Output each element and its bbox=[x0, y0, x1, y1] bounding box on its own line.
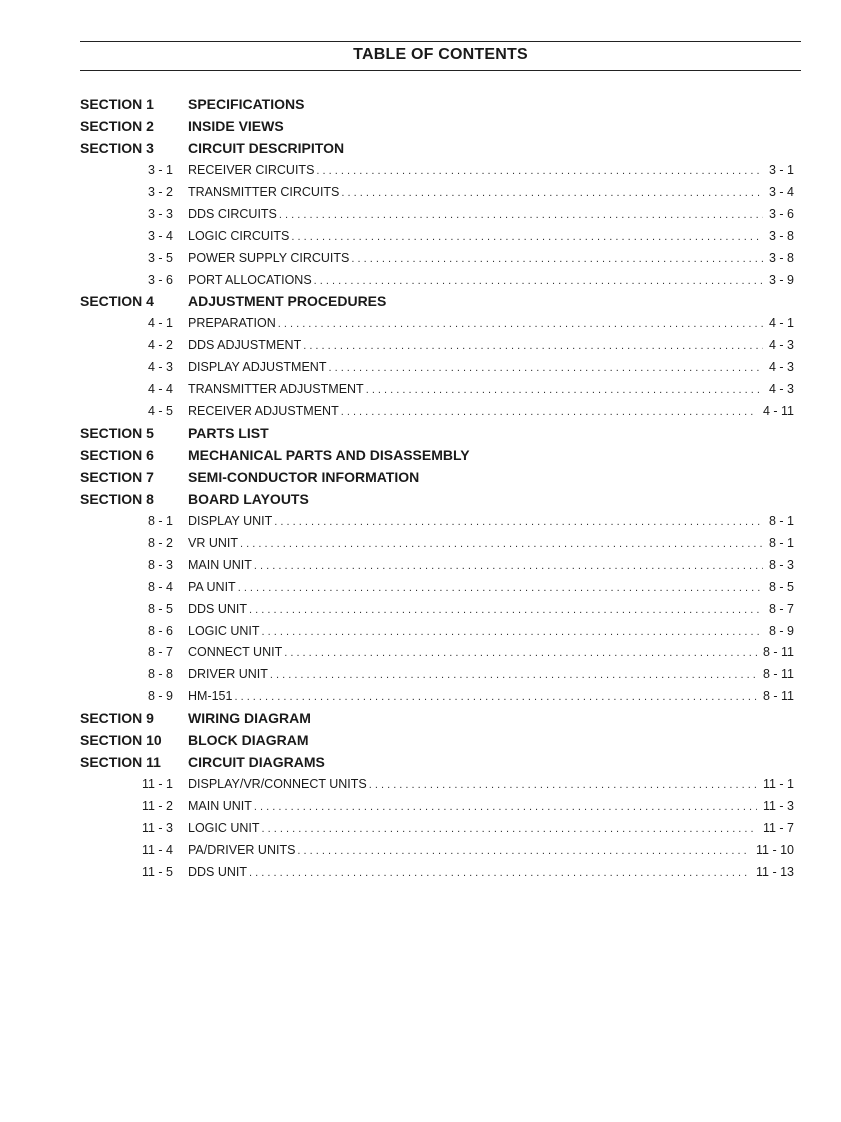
page-number: 4 - 3 bbox=[768, 338, 794, 353]
page-number: 3 - 8 bbox=[768, 250, 794, 265]
subsection-line bbox=[188, 251, 794, 265]
subsection-number: 4 - 2 bbox=[147, 338, 173, 353]
dot-leader bbox=[351, 253, 763, 265]
section-title: ADJUSTMENT PROCEDURES bbox=[188, 293, 387, 310]
section-label: SECTION 5 bbox=[80, 425, 154, 442]
subsection-line bbox=[188, 316, 794, 330]
toc-section-row[interactable] bbox=[80, 729, 801, 751]
toc-subsection-row[interactable] bbox=[80, 817, 801, 839]
toc-subsection-row[interactable] bbox=[80, 159, 801, 181]
page-number: 8 - 7 bbox=[768, 601, 794, 616]
subsection-number: 4 - 5 bbox=[147, 404, 173, 419]
subsection-line bbox=[188, 689, 794, 703]
subsection-title: DISPLAY ADJUSTMENT bbox=[188, 360, 327, 375]
section-label: SECTION 9 bbox=[80, 710, 154, 727]
page-number: 3 - 6 bbox=[768, 206, 794, 221]
page-number: 11 - 10 bbox=[756, 842, 794, 857]
toc-subsection-row[interactable] bbox=[80, 312, 801, 334]
subsection-number: 3 - 2 bbox=[147, 184, 173, 199]
dot-leader bbox=[234, 691, 756, 703]
subsection-line bbox=[188, 338, 794, 352]
header-bottom-rule bbox=[80, 70, 801, 71]
subsection-title: LOGIC UNIT bbox=[188, 623, 260, 638]
subsection-number: 8 - 2 bbox=[147, 535, 173, 550]
toc-subsection-row[interactable] bbox=[80, 773, 801, 795]
page-number: 11 - 3 bbox=[762, 799, 794, 813]
toc-section-row[interactable] bbox=[80, 751, 801, 773]
subsection-title: POWER SUPPLY CIRCUITS bbox=[188, 250, 350, 265]
page-number: 4 - 11 bbox=[762, 404, 794, 419]
section-title: CIRCUIT DIAGRAMS bbox=[188, 754, 325, 771]
subsection-title: PA UNIT bbox=[188, 579, 236, 594]
subsection-title: LOGIC UNIT bbox=[188, 820, 260, 835]
toc-section-row[interactable] bbox=[80, 422, 801, 444]
section-label: SECTION 11 bbox=[80, 754, 161, 771]
page-number: 8 - 11 bbox=[762, 667, 794, 682]
page-number: 8 - 9 bbox=[768, 623, 794, 638]
subsection-title: DDS UNIT bbox=[188, 601, 248, 616]
dot-leader bbox=[291, 231, 763, 243]
dot-leader bbox=[316, 165, 763, 177]
page-number: 8 - 1 bbox=[768, 535, 794, 550]
page-number: 3 - 4 bbox=[768, 184, 794, 199]
page-number: 3 - 1 bbox=[768, 162, 794, 177]
subsection-number: 11 - 2 bbox=[141, 799, 173, 813]
subsection-number: 3 - 3 bbox=[147, 206, 173, 221]
subsection-number: 3 - 4 bbox=[147, 228, 173, 243]
toc-subsection-row[interactable] bbox=[80, 598, 801, 620]
subsection-title: DDS ADJUSTMENT bbox=[188, 338, 302, 353]
subsection-line bbox=[188, 843, 794, 857]
toc-section-row[interactable] bbox=[80, 466, 801, 488]
toc-subsection-row[interactable] bbox=[80, 641, 801, 663]
page-number: 4 - 1 bbox=[768, 316, 794, 331]
dot-leader bbox=[366, 384, 763, 396]
subsection-number: 11 - 4 bbox=[141, 842, 173, 857]
subsection-line bbox=[188, 558, 794, 572]
page-number: 3 - 9 bbox=[768, 272, 794, 287]
toc-subsection-row[interactable] bbox=[80, 181, 801, 203]
subsection-number: 4 - 3 bbox=[147, 360, 173, 375]
dot-leader bbox=[270, 669, 757, 681]
subsection-line bbox=[188, 777, 794, 791]
toc-subsection-row[interactable] bbox=[80, 510, 801, 532]
page-number: 8 - 11 bbox=[762, 689, 794, 704]
subsection-line bbox=[188, 645, 794, 659]
dot-leader bbox=[341, 187, 763, 199]
subsection-line bbox=[188, 602, 794, 616]
subsection-line bbox=[188, 185, 794, 199]
section-title: SEMI-CONDUCTOR INFORMATION bbox=[188, 468, 420, 485]
section-title: BLOCK DIAGRAM bbox=[188, 732, 309, 749]
dot-leader bbox=[284, 647, 757, 659]
subsection-title: PORT ALLOCATIONS bbox=[188, 272, 312, 287]
toc-subsection-row[interactable] bbox=[80, 334, 801, 356]
toc-section-row[interactable] bbox=[80, 707, 801, 729]
dot-leader bbox=[279, 209, 763, 221]
page-number: 4 - 3 bbox=[768, 382, 794, 397]
subsection-line bbox=[188, 624, 794, 638]
section-label: SECTION 3 bbox=[80, 139, 154, 156]
subsection-title: DISPLAY UNIT bbox=[188, 513, 273, 528]
page-number: 8 - 11 bbox=[762, 645, 794, 660]
dot-leader bbox=[297, 845, 750, 857]
toc-subsection-row[interactable] bbox=[80, 356, 801, 378]
page-number: 11 - 1 bbox=[762, 777, 794, 792]
subsection-title: VR UNIT bbox=[188, 535, 238, 550]
section-title: INSIDE VIEWS bbox=[188, 117, 284, 134]
page-number: 8 - 5 bbox=[768, 579, 794, 594]
section-title: SPECIFICATIONS bbox=[188, 96, 305, 112]
subsection-number: 11 - 1 bbox=[141, 777, 173, 792]
dot-leader bbox=[262, 626, 763, 638]
subsection-title: HM-151 bbox=[188, 689, 233, 704]
subsection-title: DISPLAY/VR/CONNECT UNITS bbox=[188, 777, 367, 792]
page-number: 11 - 13 bbox=[756, 864, 794, 879]
subsection-line bbox=[188, 229, 794, 243]
page-number: 8 - 3 bbox=[768, 557, 794, 572]
toc-subsection-row[interactable] bbox=[80, 225, 801, 247]
dot-leader bbox=[240, 538, 763, 550]
toc-subsection-row[interactable] bbox=[80, 203, 801, 225]
section-title: PARTS LIST bbox=[188, 425, 269, 442]
subsection-title: MAIN UNIT bbox=[188, 799, 252, 813]
dot-leader bbox=[274, 516, 763, 528]
toc-section-row[interactable] bbox=[80, 444, 801, 466]
section-label: SECTION 1 bbox=[80, 96, 154, 112]
section-title: BOARD LAYOUTS bbox=[188, 490, 309, 507]
toc-section-row[interactable] bbox=[80, 290, 801, 312]
subsection-number: 11 - 5 bbox=[141, 864, 173, 879]
subsection-line bbox=[188, 163, 794, 177]
subsection-number: 8 - 8 bbox=[147, 667, 173, 682]
dot-leader bbox=[314, 275, 763, 287]
toc-subsection-row[interactable] bbox=[80, 685, 801, 707]
subsection-number: 3 - 5 bbox=[147, 250, 173, 265]
subsection-title: DRIVER UNIT bbox=[188, 667, 268, 682]
subsection-line bbox=[188, 580, 794, 594]
toc-section-row[interactable] bbox=[80, 93, 801, 115]
subsection-line bbox=[188, 514, 794, 528]
toc-section-row[interactable] bbox=[80, 488, 801, 510]
toc-subsection-row[interactable] bbox=[80, 378, 801, 400]
subsection-number: 11 - 3 bbox=[141, 820, 173, 835]
subsection-title: LOGIC CIRCUITS bbox=[188, 228, 290, 243]
subsection-number: 8 - 6 bbox=[147, 623, 173, 638]
toc-subsection-row[interactable] bbox=[80, 269, 801, 291]
subsection-title: PREPARATION bbox=[188, 316, 276, 331]
subsection-title: DDS CIRCUITS bbox=[188, 206, 277, 221]
page-number: 3 - 8 bbox=[768, 228, 794, 243]
subsection-title: PA/DRIVER UNITS bbox=[188, 842, 296, 857]
page-number: 8 - 1 bbox=[768, 513, 794, 528]
toc-subsection-row[interactable] bbox=[80, 532, 801, 554]
dot-leader bbox=[341, 406, 757, 418]
page-number: 4 - 3 bbox=[768, 360, 794, 375]
header-top-rule bbox=[80, 41, 801, 42]
dot-leader bbox=[254, 560, 763, 572]
subsection-line bbox=[188, 799, 794, 813]
subsection-number: 3 - 6 bbox=[147, 272, 173, 287]
subsection-line bbox=[188, 382, 794, 396]
toc-subsection-row[interactable] bbox=[80, 663, 801, 685]
subsection-number: 8 - 9 bbox=[147, 689, 173, 704]
toc-subsection-row[interactable] bbox=[80, 400, 801, 422]
subsection-line bbox=[188, 360, 794, 374]
subsection-title: MAIN UNIT bbox=[188, 557, 252, 572]
toc-section-row[interactable] bbox=[80, 137, 801, 159]
dot-leader bbox=[369, 779, 757, 791]
dot-leader bbox=[278, 318, 763, 330]
toc-subsection-row[interactable] bbox=[80, 861, 801, 883]
subsection-title: CONNECT UNIT bbox=[188, 645, 283, 660]
dot-leader bbox=[254, 801, 757, 813]
table-of-contents bbox=[80, 93, 801, 883]
section-label: SECTION 2 bbox=[80, 117, 154, 134]
dot-leader bbox=[328, 362, 763, 374]
subsection-number: 8 - 5 bbox=[147, 601, 173, 616]
section-label: SECTION 4 bbox=[80, 293, 154, 310]
subsection-number: 8 - 3 bbox=[147, 557, 173, 572]
section-label: SECTION 6 bbox=[80, 447, 154, 463]
section-label: SECTION 7 bbox=[80, 468, 154, 485]
dot-leader bbox=[303, 340, 763, 352]
dot-leader bbox=[238, 582, 763, 594]
subsection-title: TRANSMITTER ADJUSTMENT bbox=[188, 382, 364, 397]
subsection-line bbox=[188, 273, 794, 287]
page-title: TABLE OF CONTENTS bbox=[353, 46, 528, 63]
subsection-line bbox=[188, 404, 794, 418]
subsection-title: RECEIVER ADJUSTMENT bbox=[188, 404, 339, 419]
toc-subsection-row[interactable] bbox=[80, 839, 801, 861]
toc-subsection-row[interactable] bbox=[80, 247, 801, 269]
toc-section-row[interactable] bbox=[80, 115, 801, 137]
subsection-title: RECEIVER CIRCUITS bbox=[188, 162, 315, 177]
dot-leader bbox=[262, 823, 757, 835]
section-label: SECTION 8 bbox=[80, 490, 154, 507]
subsection-number: 8 - 1 bbox=[147, 513, 173, 528]
subsection-line bbox=[188, 865, 794, 879]
subsection-number: 4 - 1 bbox=[147, 316, 173, 331]
subsection-number: 8 - 4 bbox=[147, 579, 173, 594]
subsection-number: 3 - 1 bbox=[147, 162, 173, 177]
dot-leader bbox=[249, 867, 750, 879]
toc-subsection-row[interactable] bbox=[80, 620, 801, 642]
page-number: 11 - 7 bbox=[762, 820, 794, 835]
subsection-line bbox=[188, 207, 794, 221]
section-title: CIRCUIT DESCRIPITON bbox=[188, 139, 345, 156]
subsection-title: DDS UNIT bbox=[188, 864, 248, 879]
toc-subsection-row[interactable] bbox=[80, 795, 801, 817]
section-title: WIRING DIAGRAM bbox=[188, 710, 311, 727]
subsection-line bbox=[188, 536, 794, 550]
subsection-line bbox=[188, 667, 794, 681]
subsection-number: 4 - 4 bbox=[147, 382, 173, 397]
section-title: MECHANICAL PARTS AND DISASSEMBLY bbox=[188, 447, 470, 463]
dot-leader bbox=[249, 604, 763, 616]
subsection-line bbox=[188, 821, 794, 835]
subsection-title: TRANSMITTER CIRCUITS bbox=[188, 184, 340, 199]
subsection-number: 8 - 7 bbox=[147, 645, 173, 660]
toc-subsection-row[interactable] bbox=[80, 576, 801, 598]
toc-subsection-row[interactable] bbox=[80, 554, 801, 576]
section-label: SECTION 10 bbox=[80, 732, 162, 749]
